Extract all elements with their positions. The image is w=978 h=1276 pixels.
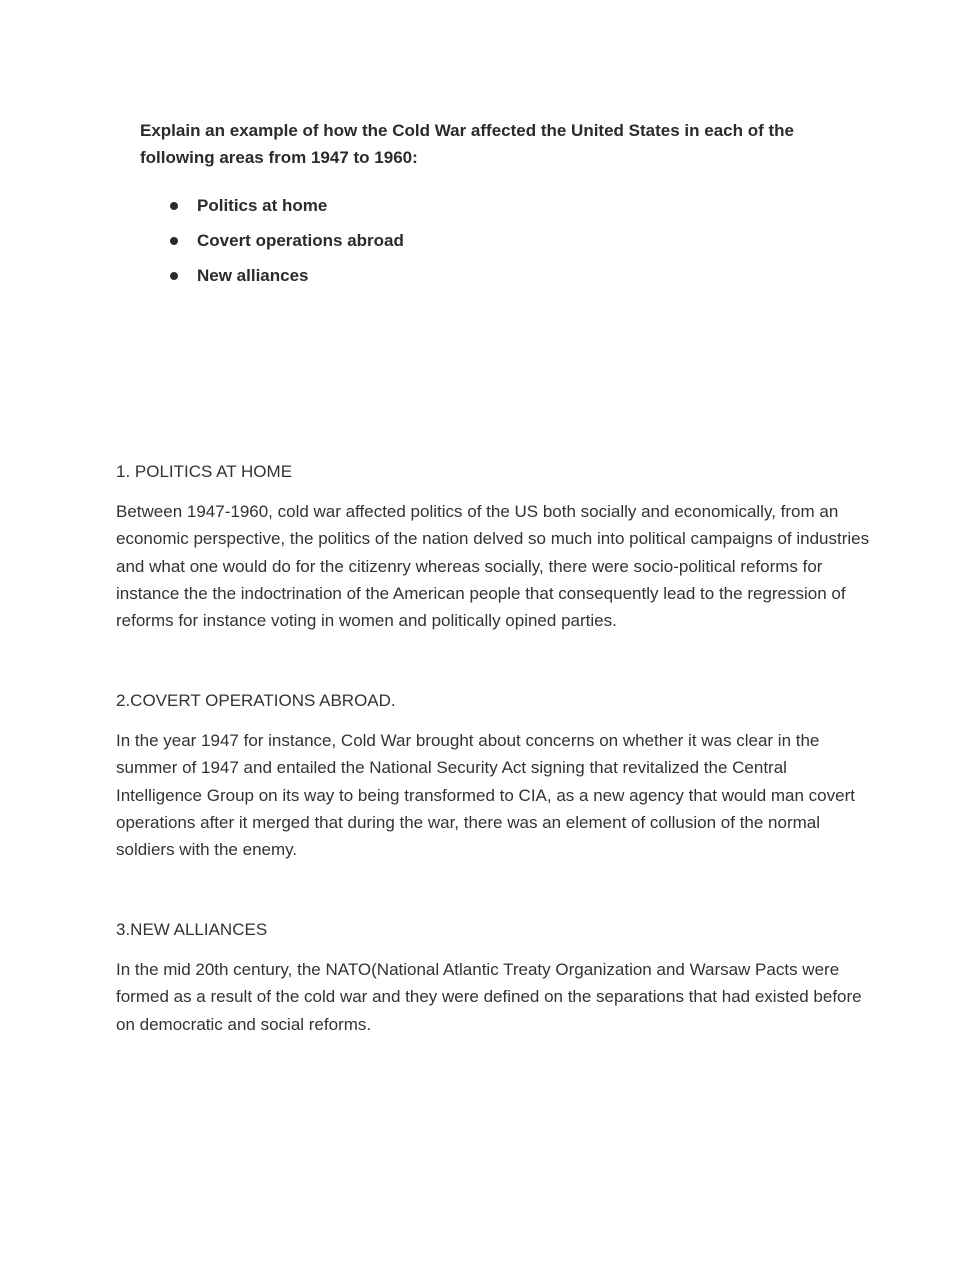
bullet-item [140,227,404,262]
bullet-item [140,192,404,227]
bullet-item-label: Politics at home [197,196,328,215]
answer-section-alliances [116,916,871,1038]
answer-section-covert-operations [116,687,871,863]
section-heading: 3.NEW ALLIANCES [116,920,268,939]
bullet-item [140,262,404,297]
bullet-dot-icon [170,202,178,210]
section-heading: 1. POLITICS AT HOME [116,462,293,481]
bullet-dot-icon [170,237,178,245]
question-prompt: Explain an example of how the Cold War affected the United States in each of the following areas from 1947 to 1960: [140,121,794,167]
answer-section-politics [116,458,871,634]
bullet-item-label: Covert operations abroad [197,231,404,250]
question-bullet-list [140,192,404,297]
bullet-item-label: New alliances [197,266,309,285]
section-body: In the mid 20th century, the NATO(National Atlantic Treaty Organization and Warsaw Pacts were formed as a result of the cold war and they were defined on the separations that had existed before on democratic and social reforms. [116,960,862,1034]
section-heading: 2.COVERT OPERATIONS ABROAD. [116,691,396,710]
bullet-dot-icon [170,272,178,280]
section-body: In the year 1947 for instance, Cold War brought about concerns on whether it was clear in the summer of 1947 and entailed the National Security Act signing that revitalized the Central Intelligence Group on its way to being transformed to CIA, as a new agency that would man covert operations after it merged that during the war, there was an element of collusion of the normal soldiers with the enemy. [116,731,855,860]
section-body: Between 1947-1960, cold war affected politics of the US both socially and economically, from an economic perspective, the politics of the nation delved so much into political campaigns of industries and what one would do for the citizenry whereas socially, there were socio-political reforms for instance the the indoctrination of the American people that consequently lead to the regression of reforms for instance voting in women and politically opined parties. [116,502,870,631]
